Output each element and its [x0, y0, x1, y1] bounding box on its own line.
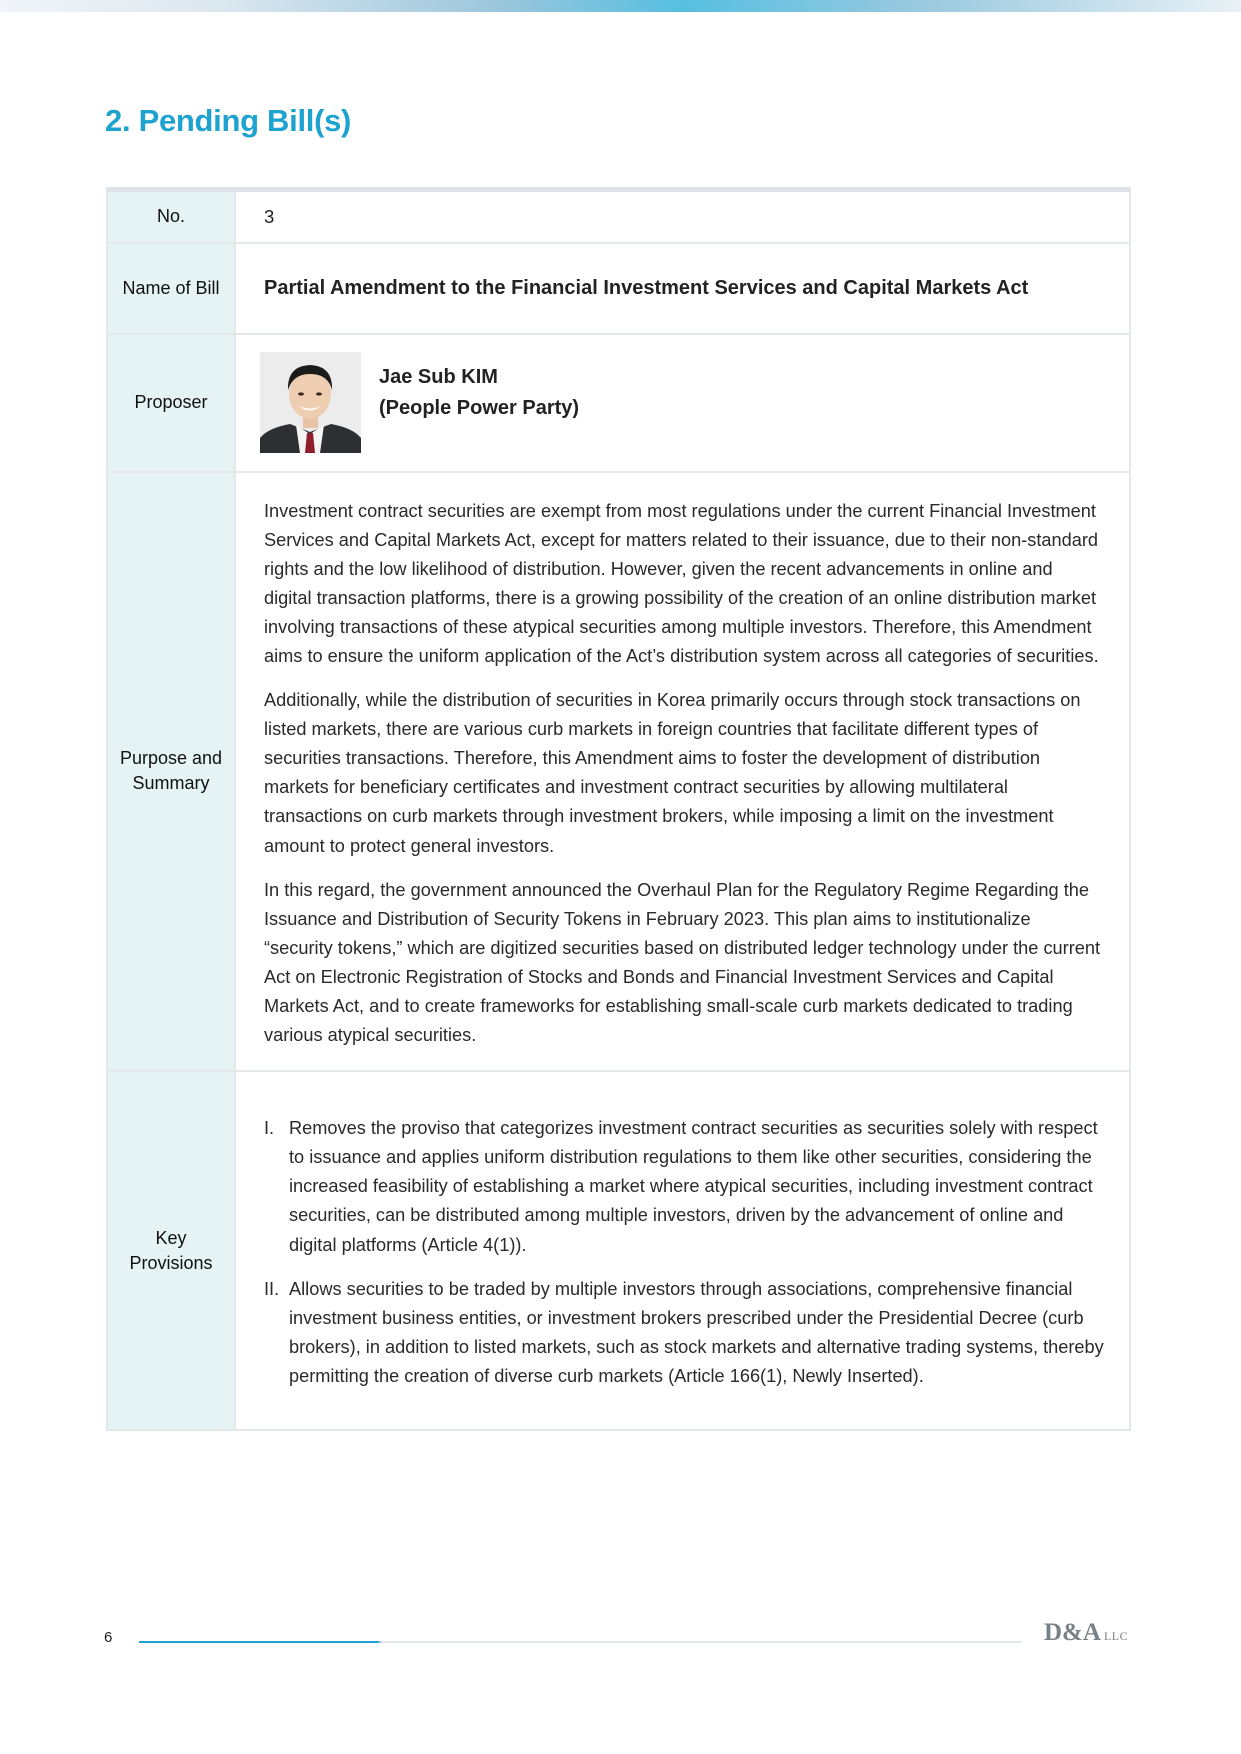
row-proposer	[107, 334, 1130, 472]
purpose-paragraph: Additionally, while the distribution of securities in Korea primarily occurs through stock transactions on listed markets, there are various curb markets in foreign countries that facilitate different types of securities transactions. Therefore, this Amendment aims to foster the development of distribution markets for beneficiary certificates and investment contract securities by allowing multilateral transactions on curb markets through investment brokers, while imposing a limit on the investment amount to protect general investors.	[264, 690, 1081, 856]
logo-suffix: LLC	[1103, 1629, 1129, 1643]
provision-item	[264, 1114, 1105, 1259]
proposer-block	[260, 352, 1101, 453]
row-key-provisions	[107, 1071, 1130, 1430]
brand-logo	[1044, 1619, 1128, 1647]
provision-number: I.	[264, 1118, 275, 1139]
label-purpose: Purpose and Summary	[107, 472, 235, 1072]
proposer-party: (People Power Party)	[379, 396, 580, 419]
purpose-paragraph: Investment contract securities are exempt from most regulations under the current Financial Investment Services and Capital Markets Act, except for matters related to their issuance, due to their non-standard rights and the low likelihood of distribution. However, given the recent advancements in online and digital transaction platforms, there is a growing possibility of the creation of an online distribution market involving transactions of these atypical securities among multiple investors. Therefore, this Amendment aims to ensure the uniform application of the Act’s distribution system across all categories of securities.	[264, 500, 1099, 666]
bill-name: Partial Amendment to the Financial Investment Services and Capital Markets Act	[264, 276, 1029, 299]
row-bill-name	[107, 243, 1130, 334]
top-gradient-bar	[0, 0, 1241, 12]
provision-text: Allows securities to be traded by multiple investors through associations, comprehensive financial investment business entities, or investment brokers prescribed under the Presidential Decree (curb brokers), in addition to listed markets, such as stock markets and alternative trading systems, thereby permitting the creation of diverse curb markets (Article 166(1), Newly Inserted).	[289, 1278, 1104, 1386]
proposer-photo	[260, 352, 361, 453]
logo-text: D&A	[1044, 1619, 1101, 1646]
provision-text: Removes the proviso that categorizes investment contract securities as securities solely with respect to issuance and applies uniform distribution regulations to them like other securities, considering the increased feasibility of establishing a market where atypical securities, including investment contract securities, can be distributed among multiple investors, driven by the advancement of online and digital platforms (Article 4(1)).	[289, 1118, 1098, 1255]
footer-divider	[139, 1641, 1022, 1643]
proposer-name: Jae Sub KIM	[379, 365, 498, 388]
purpose-paragraph: In this regard, the government announced the Overhaul Plan for the Regulatory Regime Regarding the Issuance and Distribution of Security Tokens in February 2023. This plan aims to institutionalize “security tokens,” which are digitized securities based on distributed ledger technology under the current Act on Electronic Registration of Stocks and Bonds and Financial Investment Services and Capital Markets Act, and to create frameworks for establishing small-scale curb markets dedicated to trading various atypical securities.	[264, 879, 1101, 1046]
bill-number: 3	[235, 190, 1130, 243]
key-provisions-cell	[235, 1071, 1130, 1430]
bill-table	[106, 187, 1131, 1431]
proposer-cell	[235, 334, 1130, 472]
provision-number: II.	[264, 1278, 280, 1299]
label-proposer: Proposer	[107, 334, 235, 472]
proposer-text	[379, 362, 579, 424]
page-number: 6	[104, 1629, 113, 1646]
row-no	[107, 190, 1130, 243]
label-key-provisions: Key Provisions	[107, 1071, 235, 1430]
label-no: No.	[107, 190, 235, 243]
bill-name-cell	[235, 243, 1130, 334]
label-bill-name: Name of Bill	[107, 243, 235, 334]
purpose-summary-cell	[235, 472, 1130, 1072]
provision-item	[264, 1275, 1105, 1391]
row-purpose	[107, 472, 1130, 1072]
section-title: 2. Pending Bill(s)	[105, 103, 352, 138]
